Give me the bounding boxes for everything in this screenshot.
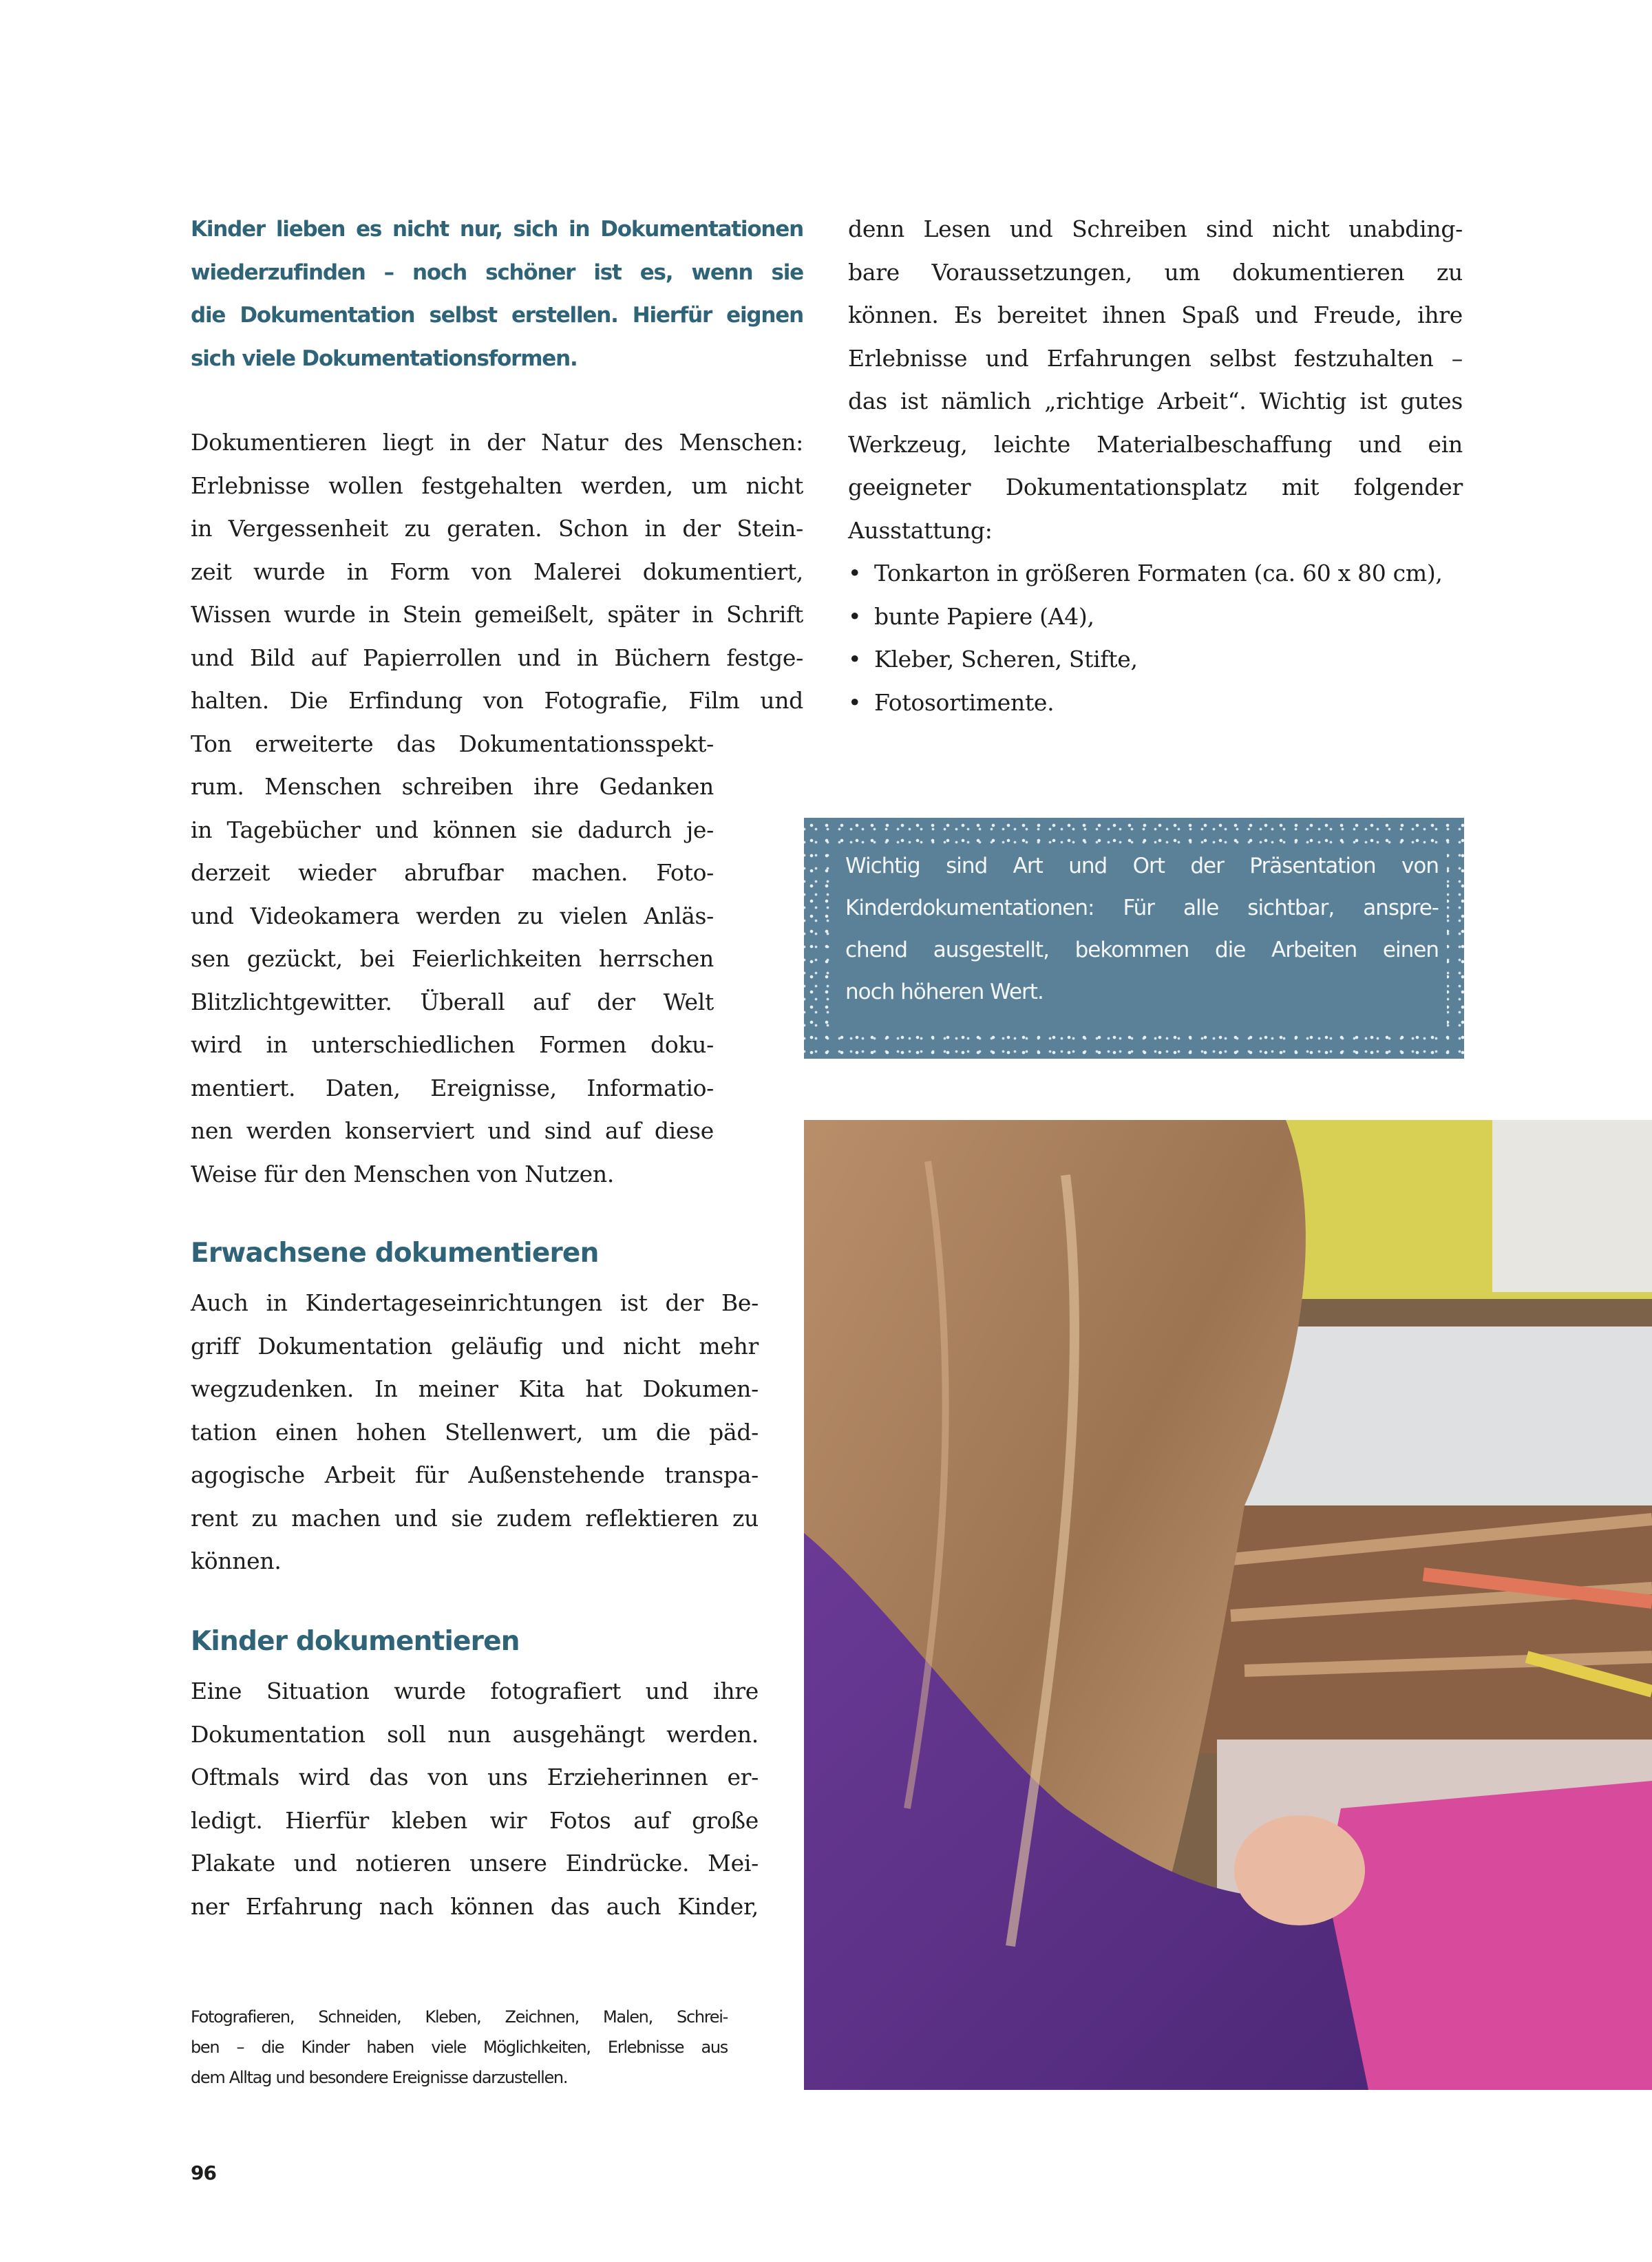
text-line: zeit wurde in Form von Malerei dokumentiert, — [191, 558, 803, 585]
text-line: in Vergessenheit zu geraten. Schon in der Stein- — [191, 515, 803, 542]
text-line: sen gezückt, bei Feierlichkeiten herrschen — [191, 945, 714, 972]
text-line: können. Es bereitet ihnen Spaß und Freude, ihre — [848, 302, 1463, 328]
text-line: Wichtig sind Art und Ort der Präsentation von — [845, 854, 1439, 878]
text-line: und Videokamera werden zu vielen Anläs- — [191, 902, 714, 929]
list-item: • Tonkarton in größeren Formaten (ca. 60 x 80 cm), — [874, 552, 1466, 595]
text-line: mentiert. Daten, Ereignisse, Informatio- — [191, 1074, 714, 1101]
text-line: bare Voraussetzungen, um dokumentieren zu — [848, 258, 1463, 286]
text-line: dem Alltag und besondere Ereignisse darzustellen. — [191, 2068, 568, 2087]
text-line: griff Dokumentation geläufig und nicht mehr — [191, 1332, 759, 1360]
text-line: Wissen wurde in Stein gemeißelt, später in Schrift — [191, 601, 803, 628]
text-line: und Bild auf Papierrollen und in Büchern festge- — [191, 644, 803, 671]
text-line: noch höheren Wert. — [845, 980, 1044, 1004]
text-line: Werkzeug, leichte Materialbeschaffung und ein — [848, 430, 1463, 458]
page-number: 96 — [191, 2161, 216, 2184]
text-line: Plakate und notieren unsere Eindrücke. Mei- — [191, 1850, 759, 1877]
text-line: rum. Menschen schreiben ihre Gedanken — [191, 773, 714, 800]
text-line: tation einen hohen Stellenwert, um die päd- — [191, 1418, 759, 1446]
text-line: Dokumentieren liegt in der Natur des Menschen: — [191, 429, 803, 456]
text-line: derzeit wieder abrufbar machen. Foto- — [191, 859, 714, 886]
callout-box — [804, 818, 1464, 1059]
body-paragraph-3 — [191, 1670, 759, 1928]
text-line: wiederzufinden – noch schöner ist es, wenn sie — [191, 260, 803, 285]
text-line: Weise für den Menschen von Nutzen. — [191, 1160, 615, 1187]
body-right-paragraph — [848, 208, 1463, 552]
heading-kinder: Kinder dokumentieren — [191, 1626, 520, 1657]
text-line: ledigt. Hierfür kleben wir Fotos auf große — [191, 1806, 759, 1834]
text-line: Kinderdokumentationen: Für alle sichtbar, anspre- — [845, 896, 1439, 920]
material-list — [874, 552, 1466, 724]
text-line: wegzudenken. In meiner Kita hat Dokumen- — [191, 1375, 759, 1402]
text-line: Ausstattung: — [848, 516, 993, 544]
text-line: können. — [191, 1547, 282, 1574]
text-line: halten. Die Erfindung von Fotografie, Film und — [191, 687, 803, 714]
list-item: • Kleber, Scheren, Stifte, — [874, 638, 1466, 681]
text-line: geeigneter Dokumentationsplatz mit folgender — [848, 474, 1463, 500]
text-line: die Dokumentation selbst erstellen. Hierfür eignen — [191, 303, 803, 328]
list-item: • bunte Papiere (A4), — [874, 595, 1466, 639]
text-line: denn Lesen und Schreiben sind nicht unabding- — [848, 215, 1463, 242]
text-line: sich viele Dokumentationsformen. — [191, 346, 578, 371]
text-line: rent zu machen und sie zudem reflektieren zu — [191, 1504, 759, 1532]
text-line: in Tagebücher und können sie dadurch je- — [191, 816, 714, 843]
list-item: • Fotosortimente. — [874, 681, 1466, 725]
text-line: wird in unterschiedlichen Formen doku- — [191, 1031, 714, 1058]
text-line: Blitzlichtgewitter. Überall auf der Welt — [191, 988, 714, 1015]
callout-text — [837, 845, 1447, 1028]
heading-erwachsene: Erwachsene dokumentieren — [191, 1238, 599, 1269]
photo-illustration — [804, 1120, 1652, 2090]
text-line: Erlebnisse wollen festgehalten werden, um nicht — [191, 472, 803, 499]
body-paragraph-2 — [191, 1282, 759, 1583]
text-line: Auch in Kindertageseinrichtungen ist der Be- — [191, 1289, 759, 1316]
text-line: Eine Situation wurde fotografiert und ihre — [191, 1678, 759, 1704]
text-line: Dokumentation soll nun ausgehängt werden. — [191, 1720, 759, 1748]
text-line: nen werden konserviert und sind auf diese — [191, 1117, 714, 1144]
text-line: Kinder lieben es nicht nur, sich in Dokumentationen — [191, 217, 803, 242]
text-line: chend ausgestellt, bekommen die Arbeiten einen — [845, 938, 1439, 962]
text-line: das ist nämlich „richtige Arbeit“. Wichtig ist gutes — [848, 388, 1463, 414]
text-line: Oftmals wird das von uns Erzieherinnen er- — [191, 1764, 759, 1790]
text-line: Erlebnisse und Erfahrungen selbst festzuhalten – — [848, 344, 1463, 372]
text-line: ner Erfahrung nach können das auch Kinder, — [191, 1892, 759, 1920]
intro-text — [191, 208, 803, 380]
photo-child-crafting — [804, 1120, 1652, 2090]
photo-caption — [191, 2002, 728, 2093]
body-paragraph-1 — [191, 421, 803, 1196]
text-line: ben – die Kinder haben viele Möglichkeiten, Erlebnisse aus — [191, 2038, 728, 2057]
text-line: agogische Arbeit für Außenstehende transpa- — [191, 1461, 759, 1488]
text-line: Fotografieren, Schneiden, Kleben, Zeichnen, Malen, Schrei- — [191, 2007, 728, 2027]
text-line: Ton erweiterte das Dokumentationsspekt- — [191, 730, 714, 757]
